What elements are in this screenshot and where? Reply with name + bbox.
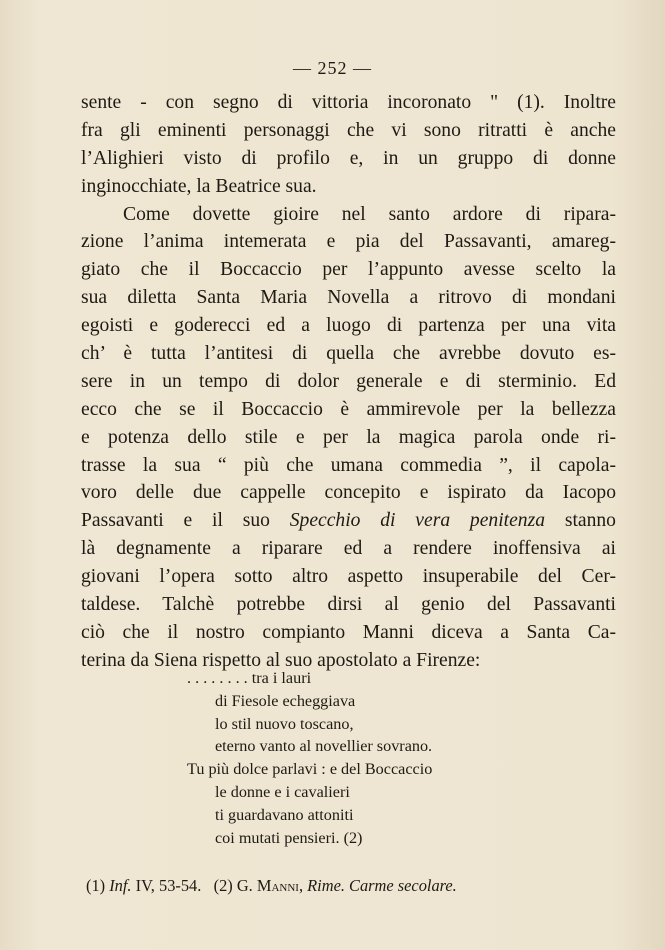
footnote-2-marker: (2) G. — [213, 876, 257, 895]
text-line: voro delle due cappelle concepito e ispirato da Iacopo — [81, 482, 616, 504]
text-fragment: Passavanti e il suo — [81, 510, 290, 532]
text-line: ch’ è tutta l’antitesi di quella che avrebbe dovuto es- — [81, 343, 616, 365]
text-line: giovani l’opera sotto altro aspetto insuperabile del Cer- — [81, 566, 616, 588]
text-line: taldese. Talchè potrebbe dirsi al genio del Passavanti — [81, 594, 616, 616]
text-line: fra gli eminenti personaggi che vi sono ritratti è anche — [81, 119, 616, 141]
text-line: zione l’anima intemerata e pia del Passavanti, amareg- — [81, 231, 616, 253]
text-line-with-title — [81, 507, 616, 535]
poem-verse: di Fiesole echeggiava — [215, 691, 356, 710]
text-line: ecco che se il Boccaccio è ammirevole per la bellezza — [81, 398, 616, 420]
text-line: sere in un tempo di dolor generale e di sterminio. Ed — [81, 370, 616, 392]
text-line: ciò che il nostro compianto Manni diceva a Santa Ca- — [81, 621, 616, 643]
footnote-1-source: Inf. — [109, 876, 132, 895]
text-line: terina da Siena rispetto al suo apostolato a Firenze: — [81, 649, 481, 671]
footnotes — [86, 876, 606, 896]
footnote-2-author: Manni — [256, 876, 299, 895]
poem-verse: ti guardavano attoniti — [215, 805, 354, 824]
poem-quotation — [187, 667, 517, 849]
footnote-1-marker: (1) — [86, 876, 110, 895]
text-line: egoisti e goderecci ed a luogo di partenza per una vita — [81, 315, 616, 337]
text-line: l’Alighieri visto di profilo e, in un gruppo di donne — [81, 147, 616, 169]
text-line: trasse la sua “ più che umana commedia ”, il capola- — [81, 454, 616, 476]
poem-verse: Tu più dolce parlavi : e del Boccaccio — [187, 760, 433, 779]
footnote-2-title: Rime. Carme secolare. — [307, 876, 457, 895]
poem-verse: lo stil nuovo toscano, — [215, 714, 354, 733]
body-text — [81, 89, 616, 675]
text-line: sua diletta Santa Maria Novella a ritrovo di mondani — [81, 287, 616, 309]
footnote-2-separator: , — [298, 876, 308, 895]
footnote-1-citation: IV, 53-54. — [131, 876, 202, 895]
text-line: Come dovette gioire nel santo ardore di ripara- — [123, 203, 616, 225]
text-line: inginocchiate, la Beatrice sua. — [81, 175, 317, 197]
book-title-italic: Specchio di vera penitenza — [289, 510, 546, 532]
poem-verse: eterno vanto al novellier sovrano. — [215, 737, 433, 756]
text-line: e potenza dello stile e per la magica parola onde ri- — [81, 426, 616, 448]
text-fragment: stanno — [545, 510, 616, 532]
poem-verse: . . . . . . . . tra i lauri — [187, 669, 312, 687]
text-line: là degnamente a riparare ed a rendere inoffensiva ai — [81, 538, 616, 560]
text-line: giato che il Boccaccio per l’appunto avesse scelto la — [81, 259, 616, 281]
poem-verse: le donne e i cavalieri — [215, 782, 350, 801]
page-number: — 252 — — [293, 58, 372, 78]
poem-verse: coi mutati pensieri. (2) — [215, 828, 363, 847]
text-line: sente - con segno di vittoria incoronato " (1). Inoltre — [81, 92, 616, 113]
